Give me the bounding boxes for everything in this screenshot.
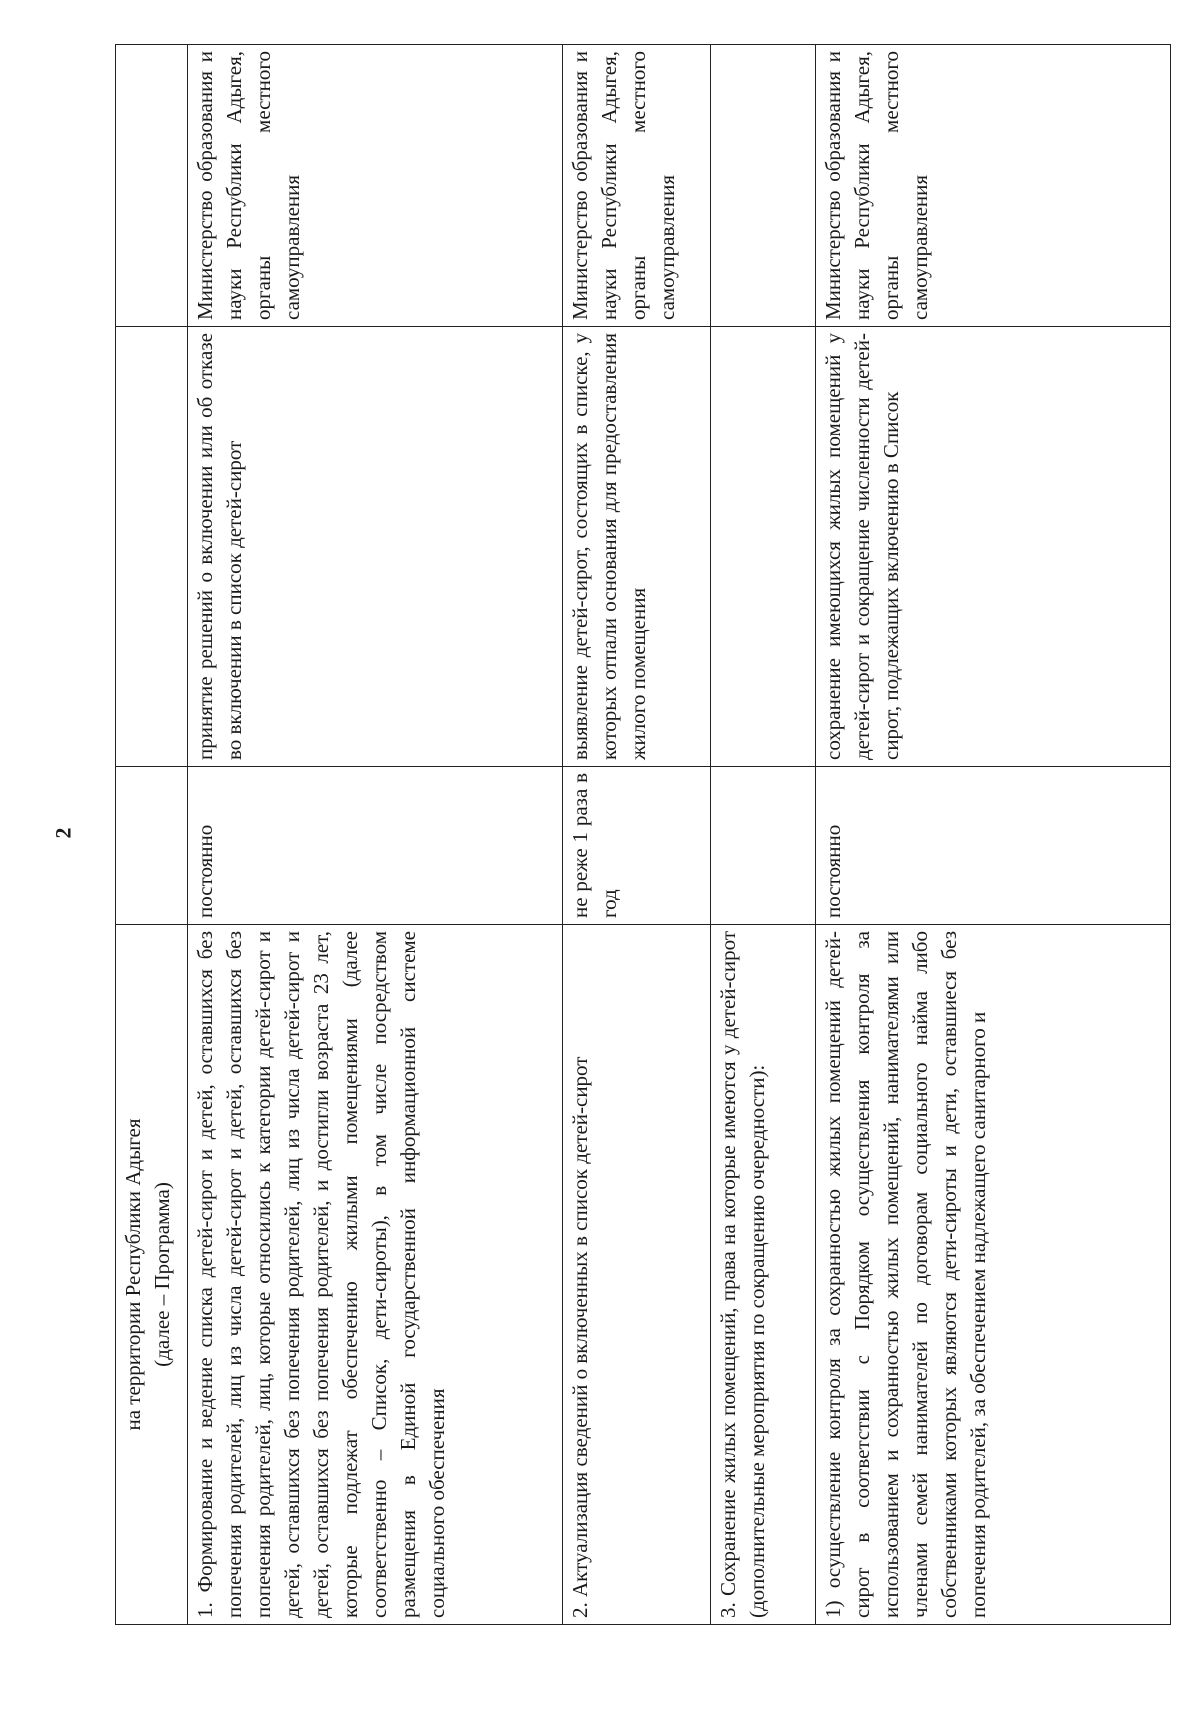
program-title-line1: на территории Республики Адыгея <box>121 1118 145 1431</box>
result-cell: выявление детей-сирот, состоящих в списке, у которых отпали основания для предоставления жилого помещения <box>563 327 711 767</box>
empty-cell <box>116 45 188 327</box>
term-cell: не реже 1 раза в год <box>563 767 711 925</box>
empty-cell <box>116 767 188 925</box>
rotated-page-content <box>115 45 1170 1625</box>
program-title-line2: (далее – Программа) <box>150 1182 174 1367</box>
result-cell: принятие решений о включении или об отказе во включении в список детей-сирот <box>188 327 563 767</box>
table-row <box>816 45 1171 1625</box>
program-title-cell <box>116 925 188 1625</box>
table-row <box>711 45 816 1625</box>
executor-cell <box>711 45 816 327</box>
result-cell <box>711 327 816 767</box>
result-cell: сохранение имеющихся жилых помещений у детей-сирот и сокращение численности детей-сирот, подлежащих включению в Список <box>816 327 1171 767</box>
term-cell <box>711 767 816 925</box>
executor-cell: Министерство образования и науки Республики Адыгея, органы местного самоуправления <box>816 45 1171 327</box>
page-number: 2 <box>50 827 76 839</box>
term-cell: постоянно <box>188 767 563 925</box>
measure-cell: 1) осуществление контроля за сохранностью жилых помещений детей-сирот в соответствии с Порядком осуществления контроля за использованием и сохранностью жилых помещений, нанимателями или членами семей нанимателей по договорам социального найма либо собственниками которых являются дети-сироты и дети, оставшиеся без попечения родителей, за обеспечением надлежащего санитарного и <box>816 925 1171 1625</box>
table-row <box>563 45 711 1625</box>
executor-cell: Министерство образования и науки Республики Адыгея, органы местного самоуправления <box>188 45 563 327</box>
table-header-row <box>116 45 188 1625</box>
empty-cell <box>116 327 188 767</box>
executor-cell: Министерство образования и науки Республики Адыгея, органы местного самоуправления <box>563 45 711 327</box>
measure-cell: 1. Формирование и ведение списка детей-сирот и детей, оставшихся без попечения родителей, лиц из числа детей-сирот и детей, оставшихся без попечения родителей, лиц, которые относились к категории детей-сирот и детей, оставшихся без попечения родителей, лиц из числа детей-сирот и детей, оставшихся без попечения родителей, и достигли возраста 23 лет, которые подлежат обеспечению жилыми помещениями (далее соответственно – Список, дети-сироты), в том числе посредством размещения в Единой государственной информационной системе социального обеспечения <box>188 925 563 1625</box>
term-cell: постоянно <box>816 767 1171 925</box>
table-row <box>188 45 563 1625</box>
measures-table <box>115 44 1171 1625</box>
measure-cell: 2. Актуализация сведений о включенных в список детей-сирот <box>563 925 711 1625</box>
measure-cell: 3. Сохранение жилых помещений, права на которые имеются у детей-сирот (дополнительные мероприятия по сокращению очередности): <box>711 925 816 1625</box>
